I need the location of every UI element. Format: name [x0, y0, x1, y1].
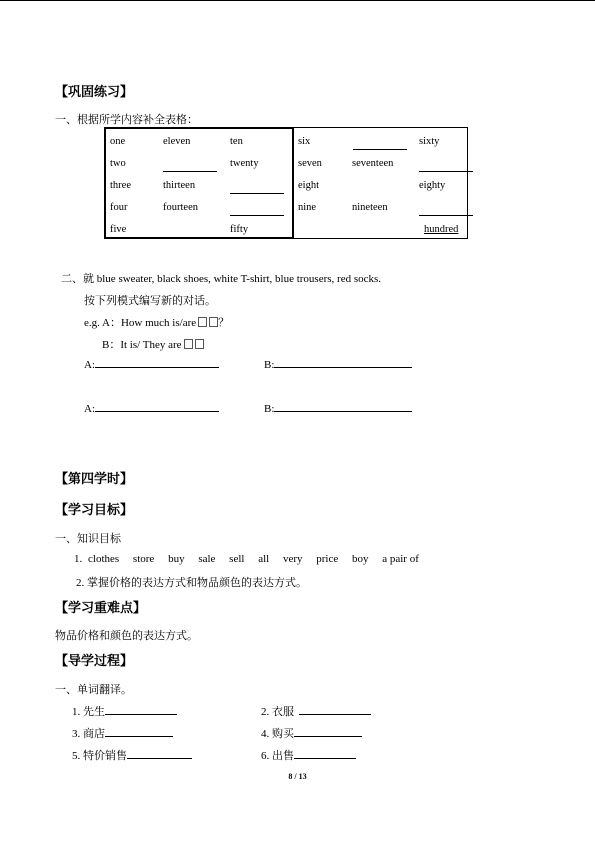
question-2-label: 二、就 blue sweater, black shoes, white T-shirt, blue trousers, red socks. — [61, 273, 382, 285]
vocab-word: sell — [229, 553, 245, 565]
question-2-instruction: 按下列模式编写新的对话。 — [84, 295, 216, 307]
translation-item: 4. 购买 — [261, 725, 362, 741]
answer-blank[interactable] — [299, 714, 371, 715]
section-heading-practice: 【巩固练习】 — [55, 84, 134, 99]
answer-blank[interactable] — [163, 171, 217, 172]
translation-item: 1. 先生 — [72, 703, 177, 719]
table-cell: eighty — [419, 180, 446, 191]
table-cell: five — [110, 224, 127, 235]
answer-blank[interactable] — [353, 149, 407, 150]
table-cell: nineteen — [352, 202, 388, 213]
answer-blank[interactable] — [274, 367, 412, 368]
answer-blank[interactable] — [419, 215, 473, 216]
answer-blank[interactable] — [95, 411, 219, 412]
vocab-list: 1. clothes store buy sale sell all very price boy a pair of — [74, 553, 419, 565]
vocab-word: sale — [198, 553, 216, 565]
section-heading-process: 【导学过程】 — [55, 653, 134, 668]
placeholder-box — [195, 339, 204, 349]
table-cell: seventeen — [352, 158, 394, 169]
answer-blank[interactable] — [294, 758, 356, 759]
vocab-word: buy — [168, 553, 185, 565]
question-1-label: 一、根据所学内容补全表格： — [55, 114, 198, 126]
dialogue-b-line-2: B: — [264, 403, 412, 415]
table-cell: six — [298, 136, 311, 147]
placeholder-box — [209, 317, 218, 327]
vocab-word: store — [132, 553, 155, 565]
goal-item-2: 2. 掌握价格的表达方式和物品颜色的表达方式。 — [76, 577, 307, 589]
answer-blank[interactable] — [127, 758, 192, 759]
answer-blank[interactable] — [294, 736, 362, 737]
placeholder-box — [184, 339, 193, 349]
answer-blank[interactable] — [95, 367, 219, 368]
keypoints-text: 物品价格和颜色的表达方式。 — [55, 630, 198, 642]
vocab-word: all — [258, 553, 270, 565]
translation-item: 3. 商店 — [72, 725, 173, 741]
table-cell: three — [110, 180, 131, 191]
vocab-word: boy — [351, 553, 369, 565]
knowledge-goal-label: 一、知识目标 — [55, 533, 121, 545]
table-cell: ten — [230, 136, 243, 147]
example-line-a: e.g. A：How much is/are ？ — [84, 317, 230, 329]
answer-blank[interactable] — [419, 171, 473, 172]
table-cell: four — [110, 202, 128, 213]
translation-item: 6. 出售 — [261, 747, 356, 763]
translation-item: 2. 衣服 — [261, 703, 371, 719]
table-cell: fifty — [230, 224, 249, 235]
answer-blank[interactable] — [230, 215, 284, 216]
answer-blank[interactable] — [230, 193, 284, 194]
placeholder-box — [198, 317, 207, 327]
vocab-word: clothes — [88, 553, 120, 565]
table-cell: seven — [298, 158, 322, 169]
vocab-word: price — [316, 553, 339, 565]
answer-blank[interactable] — [274, 411, 412, 412]
number-table — [104, 127, 468, 239]
answer-blank[interactable] — [105, 714, 177, 715]
dialogue-a-line-1: A: — [84, 359, 219, 371]
section-heading-lesson-4: 【第四学时】 — [55, 471, 134, 486]
page-number: 8 / 13 — [288, 772, 307, 781]
dialogue-b-line-1: B: — [264, 359, 412, 371]
table-cell: nine — [298, 202, 317, 213]
dialogue-a-line-2: A: — [84, 403, 219, 415]
table-cell: sixty — [419, 136, 440, 147]
example-line-b: B：It is/ They are — [102, 336, 204, 352]
top-rule — [0, 0, 595, 1]
table-cell: fourteen — [163, 202, 198, 213]
table-cell: two — [110, 158, 126, 169]
section-heading-keypoints: 【学习重难点】 — [55, 600, 147, 615]
section-heading-goals: 【学习目标】 — [55, 502, 134, 517]
table-left-border — [104, 127, 294, 239]
table-cell: thirteen — [163, 180, 196, 191]
vocab-word: a pair of — [382, 553, 419, 565]
table-cell: eleven — [163, 136, 191, 147]
table-cell: eight — [298, 180, 319, 191]
vocab-word: very — [282, 553, 303, 565]
process-question-1: 一、单词翻译。 — [55, 684, 132, 696]
table-cell: hundred — [424, 224, 459, 235]
answer-blank[interactable] — [105, 736, 173, 737]
table-cell: twenty — [230, 158, 259, 169]
table-cell: one — [110, 136, 126, 147]
translation-item: 5. 特价销售 — [72, 747, 192, 763]
